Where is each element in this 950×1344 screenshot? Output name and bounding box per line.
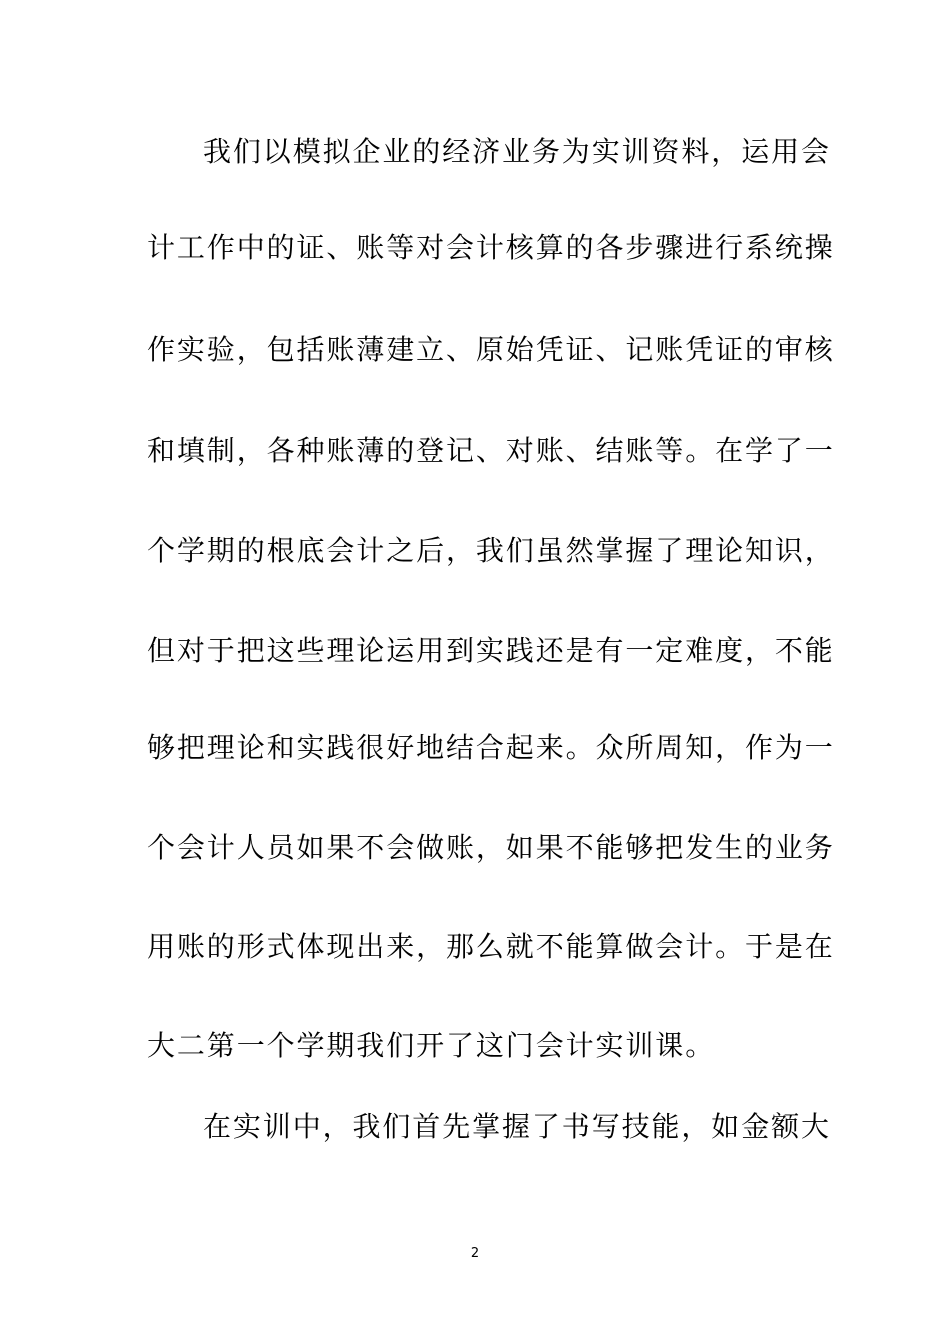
paragraph-1-line-4: 和填制，各种账薄的登记、对账、结账等。在学了一	[147, 434, 835, 467]
page-number: 2	[470, 1246, 480, 1261]
paragraph-1-line-6: 但对于把这些理论运用到实践还是有一定难度，不能	[147, 634, 835, 667]
paragraph-1-line-3: 作实验，包括账薄建立、原始凭证、记账凭证的审核	[147, 333, 835, 366]
paragraph-1-line-9: 用账的形式体现出来，那么就不能算做会计。于是在	[147, 930, 835, 963]
paragraph-1-line-5: 个学期的根底会计之后，我们虽然掌握了理论知识，	[147, 534, 835, 567]
paragraph-1-line-2: 计工作中的证、账等对会计核算的各步骤进行系统操	[147, 231, 835, 264]
paragraph-1-line-10: 大二第一个学期我们开了这门会计实训课。	[147, 1029, 716, 1062]
paragraph-2-line-1: 在实训中，我们首先掌握了书写技能，如金额大	[203, 1110, 831, 1143]
paragraph-1-line-7: 够把理论和实践很好地结合起来。众所周知，作为一	[147, 731, 835, 764]
paragraph-1-line-8: 个会计人员如果不会做账，如果不能够把发生的业务	[147, 831, 835, 864]
paragraph-1-line-1: 我们以模拟企业的经济业务为实训资料，运用会	[203, 135, 831, 168]
